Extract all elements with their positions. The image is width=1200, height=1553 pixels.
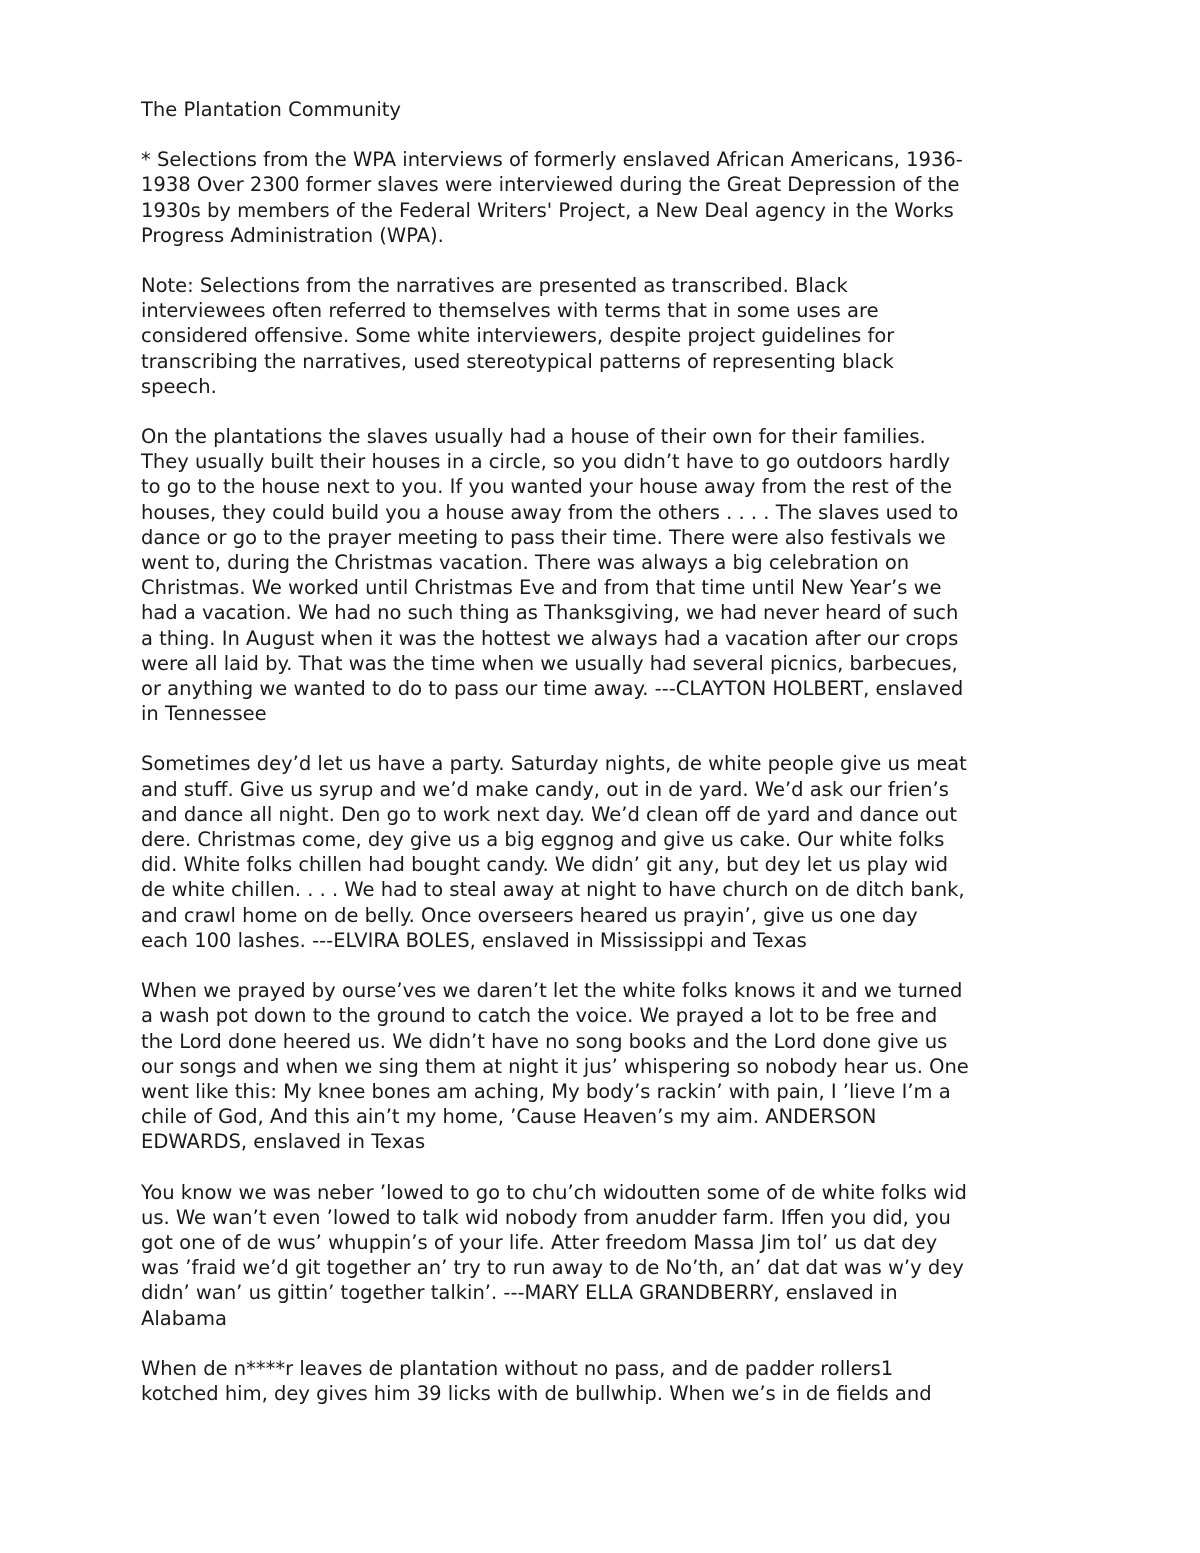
text-line: Progress Administration (WPA). [141,223,444,247]
paragraph-list [141,147,1056,1406]
text-line: * Selections from the WPA interviews of formerly enslaved African Americans, 1936- [141,148,963,172]
text-line: and stuff. Give us syrup and we’d make candy, out in de yard. We’d ask our frien’s [141,777,949,801]
paragraph [141,978,1056,1154]
text-line: Note: Selections from the narratives are presented as transcribed. Black [141,274,848,298]
text-line: de white chillen. . . . We had to steal away at night to have church on de ditch bank, [141,878,965,902]
text-line: On the plantations the slaves usually had a house of their own for their families. [141,425,926,449]
text-line: When we prayed by ourse’ves we daren’t let the white folks knows it and we turned [141,979,963,1003]
text-line: They usually built their houses in a circle, so you didn’t have to go outdoors hardly [141,450,951,474]
text-line: interviewees often referred to themselves with terms that in some uses are [141,299,879,323]
paragraph [141,424,1056,726]
text-line: chile of God, And this ain’t my home, ’Cause Heaven’s my aim. ANDERSON [141,1105,877,1129]
text-line: and crawl home on de belly. Once overseers heared us prayin’, give us one day [141,903,918,927]
text-line: 1938 Over 2300 former slaves were interviewed during the Great Depression of the [141,173,960,197]
text-line: or anything we wanted to do to pass our time away. ---CLAYTON HOLBERT, enslaved [141,677,964,701]
text-line: speech. [141,374,217,398]
text-line: in Tennessee [141,702,267,726]
text-line: a wash pot down to the ground to catch the voice. We prayed a lot to be free and [141,1004,938,1028]
paragraph [141,751,1056,953]
paragraph [141,1180,1056,1331]
text-line: kotched him, dey gives him 39 licks with de bullwhip. When we’s in de fields and [141,1381,932,1405]
text-line: got one of de wus’ whuppin’s of your life. Atter freedom Massa Jim tol’ us dat dey [141,1230,938,1254]
text-line: You know we was neber ’lowed to go to chu’ch widoutten some of de white folks wid [141,1180,967,1204]
paragraph [141,1356,1056,1406]
text-line: didn’ wan’ us gittin’ together talkin’. ---MARY ELLA GRANDBERRY, enslaved in [141,1281,898,1305]
text-line: the Lord done heered us. We didn’t have no song books and the Lord done give us [141,1029,948,1053]
text-line: us. We wan’t even ’lowed to talk wid nobody from anudder farm. Iffen you did, you [141,1205,951,1229]
document-title: The Plantation Community [141,98,401,121]
text-line: houses, they could build you a house away from the others . . . . The slaves used to [141,500,959,524]
text-line: When de n****r leaves de plantation without no pass, and de padder rollers1 [141,1356,894,1380]
paragraph [141,147,1056,248]
text-line: were all laid by. That was the time when we usually had several picnics, barbecues, [141,651,958,675]
text-line: Alabama [141,1306,227,1330]
text-line: went like this: My knee bones am aching, My body’s rackin’ with pain, I ’lieve I’m a [141,1079,951,1103]
text-line: dere. Christmas come, dey give us a big eggnog and give us cake. Our white folks [141,828,945,852]
text-line: our songs and when we sing them at night it jus’ whispering so nobody hear us. One [141,1054,969,1078]
paragraph [141,273,1056,399]
text-line: and dance all night. Den go to work next day. We’d clean off de yard and dance out [141,802,958,826]
text-line: to go to the house next to you. If you wanted your house away from the rest of the [141,475,952,499]
text-line: 1930s by members of the Federal Writers' Project, a New Deal agency in the Works [141,198,954,222]
text-line: EDWARDS, enslaved in Texas [141,1130,426,1154]
text-line: dance or go to the prayer meeting to pass their time. There were also festivals we [141,525,946,549]
text-line: transcribing the narratives, used stereotypical patterns of representing black [141,349,894,373]
text-line: a thing. In August when it was the hottest we always had a vacation after our crops [141,626,959,650]
text-line: was ’fraid we’d git together an’ try to run away to de No’th, an’ dat dat was w’y dey [141,1256,964,1280]
text-line: went to, during the Christmas vacation. There was always a big celebration on [141,551,910,575]
document-body [141,97,1056,1431]
text-line: Sometimes dey’d let us have a party. Saturday nights, de white people give us meat [141,752,967,776]
text-line: had a vacation. We had no such thing as Thanksgiving, we had never heard of such [141,601,959,625]
text-line: did. White folks chillen had bought candy. We didn’ git any, but dey let us play wid [141,853,948,877]
text-line: each 100 lashes. ---ELVIRA BOLES, enslaved in Mississippi and Texas [141,928,807,952]
text-line: considered offensive. Some white interviewers, despite project guidelines for [141,324,895,348]
text-line: Christmas. We worked until Christmas Eve and from that time until New Year’s we [141,576,942,600]
